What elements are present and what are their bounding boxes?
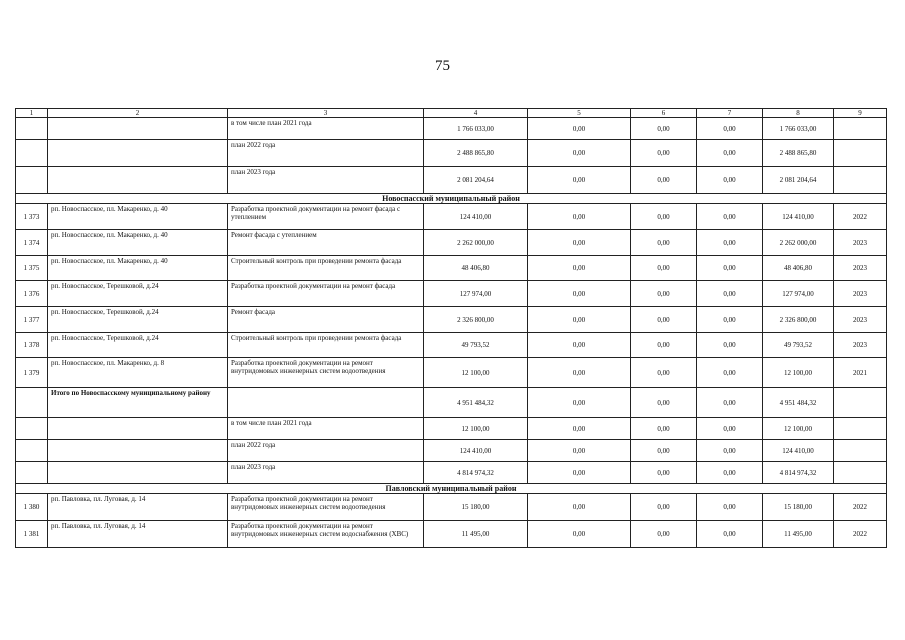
local-budget-cell: 0,00 [697, 118, 763, 140]
year-cell: 2022 [834, 204, 887, 230]
district-section-row [16, 484, 887, 494]
row-number: 1 376 [16, 281, 48, 307]
address-cell: рп. Павловка, пл. Луговая, д. 14 [48, 494, 228, 521]
total-cost-cell: 12 100,00 [424, 418, 528, 440]
row-number: 1 373 [16, 204, 48, 230]
owners-funds-cell: 2 326 800,00 [763, 307, 834, 333]
owners-funds-cell: 4 814 974,32 [763, 462, 834, 484]
fund-cell: 0,00 [528, 307, 631, 333]
region-budget-cell: 0,00 [631, 418, 697, 440]
table-row [16, 418, 887, 440]
table-row [16, 462, 887, 484]
work-type-cell: в том числе план 2021 года [228, 418, 424, 440]
region-budget-cell: 0,00 [631, 118, 697, 140]
row-number: 1 381 [16, 521, 48, 548]
district-title: Павловский муниципальный район [16, 484, 887, 494]
owners-funds-cell: 15 180,00 [763, 494, 834, 521]
fund-cell: 0,00 [528, 230, 631, 256]
table-row [16, 358, 887, 388]
table-row [16, 307, 887, 333]
year-cell: 2023 [834, 230, 887, 256]
region-budget-cell: 0,00 [631, 358, 697, 388]
address-cell [48, 418, 228, 440]
table-row [16, 521, 887, 548]
work-type-cell: план 2023 года [228, 462, 424, 484]
address-cell [48, 462, 228, 484]
owners-funds-cell: 48 406,80 [763, 256, 834, 281]
year-cell [834, 418, 887, 440]
row-number: 1 374 [16, 230, 48, 256]
row-number [16, 388, 48, 418]
table-row [16, 440, 887, 462]
fund-cell: 0,00 [528, 358, 631, 388]
work-type-cell: план 2022 года [228, 140, 424, 167]
table-row [16, 256, 887, 281]
repair-plan-table [15, 108, 887, 548]
year-cell [834, 462, 887, 484]
work-type-cell: Строительный контроль при проведении ремонта фасада [228, 333, 424, 358]
row-number: 1 377 [16, 307, 48, 333]
year-cell: 2023 [834, 256, 887, 281]
total-cost-cell: 48 406,80 [424, 256, 528, 281]
region-budget-cell: 0,00 [631, 440, 697, 462]
local-budget-cell: 0,00 [697, 230, 763, 256]
owners-funds-cell: 2 081 204,64 [763, 167, 834, 194]
local-budget-cell: 0,00 [697, 358, 763, 388]
local-budget-cell: 0,00 [697, 333, 763, 358]
year-cell: 2023 [834, 307, 887, 333]
address-cell: рп. Павловка, пл. Луговая, д. 14 [48, 521, 228, 548]
owners-funds-cell: 4 951 484,32 [763, 388, 834, 418]
region-budget-cell: 0,00 [631, 256, 697, 281]
work-type-cell: Ремонт фасада с утеплением [228, 230, 424, 256]
year-cell: 2022 [834, 494, 887, 521]
district-title: Новоспасский муниципальный район [16, 194, 887, 204]
work-type-cell [228, 388, 424, 418]
work-type-cell: Строительный контроль при проведении ремонта фасада [228, 256, 424, 281]
year-cell: 2022 [834, 521, 887, 548]
fund-cell: 0,00 [528, 204, 631, 230]
row-number: 1 380 [16, 494, 48, 521]
total-cost-cell: 2 326 800,00 [424, 307, 528, 333]
owners-funds-cell: 49 793,52 [763, 333, 834, 358]
work-type-cell: в том числе план 2021 года [228, 118, 424, 140]
total-cost-cell: 15 180,00 [424, 494, 528, 521]
fund-cell: 0,00 [528, 462, 631, 484]
work-type-cell: Разработка проектной документации на ремонт фасада [228, 281, 424, 307]
header-cell: 3 [228, 109, 424, 118]
local-budget-cell: 0,00 [697, 418, 763, 440]
local-budget-cell: 0,00 [697, 204, 763, 230]
header-cell: 2 [48, 109, 228, 118]
total-cost-cell: 127 974,00 [424, 281, 528, 307]
region-budget-cell: 0,00 [631, 333, 697, 358]
work-type-cell: Разработка проектной документации на ремонт фасада с утеплением [228, 204, 424, 230]
local-budget-cell: 0,00 [697, 256, 763, 281]
header-row [16, 109, 887, 118]
region-budget-cell: 0,00 [631, 494, 697, 521]
header-cell: 6 [631, 109, 697, 118]
row-number [16, 418, 48, 440]
table-row [16, 140, 887, 167]
local-budget-cell: 0,00 [697, 494, 763, 521]
year-cell: 2023 [834, 281, 887, 307]
owners-funds-cell: 2 262 000,00 [763, 230, 834, 256]
region-budget-cell: 0,00 [631, 462, 697, 484]
owners-funds-cell: 127 974,00 [763, 281, 834, 307]
header-cell: 8 [763, 109, 834, 118]
region-budget-cell: 0,00 [631, 140, 697, 167]
total-cost-cell: 4 814 974,32 [424, 462, 528, 484]
address-cell [48, 140, 228, 167]
owners-funds-cell: 124 410,00 [763, 204, 834, 230]
region-budget-cell: 0,00 [631, 307, 697, 333]
owners-funds-cell: 11 495,00 [763, 521, 834, 548]
year-cell [834, 388, 887, 418]
fund-cell: 0,00 [528, 440, 631, 462]
year-cell: 2023 [834, 333, 887, 358]
address-cell [48, 440, 228, 462]
table-row [16, 204, 887, 230]
row-number: 1 375 [16, 256, 48, 281]
local-budget-cell: 0,00 [697, 462, 763, 484]
region-budget-cell: 0,00 [631, 388, 697, 418]
year-cell [834, 140, 887, 167]
owners-funds-cell: 12 100,00 [763, 358, 834, 388]
total-cost-cell: 124 410,00 [424, 440, 528, 462]
total-cost-cell: 1 766 033,00 [424, 118, 528, 140]
total-cost-cell: 49 793,52 [424, 333, 528, 358]
address-cell [48, 167, 228, 194]
total-row [16, 388, 887, 418]
header-cell: 1 [16, 109, 48, 118]
year-cell [834, 167, 887, 194]
row-number [16, 462, 48, 484]
owners-funds-cell: 124 410,00 [763, 440, 834, 462]
address-cell: рп. Новоспасское, Терешковой, д.24 [48, 333, 228, 358]
year-cell [834, 440, 887, 462]
row-number: 1 379 [16, 358, 48, 388]
page-number: 75 [435, 58, 450, 74]
region-budget-cell: 0,00 [631, 281, 697, 307]
table-row [16, 333, 887, 358]
fund-cell: 0,00 [528, 140, 631, 167]
fund-cell: 0,00 [528, 388, 631, 418]
total-cost-cell: 2 488 865,80 [424, 140, 528, 167]
fund-cell: 0,00 [528, 418, 631, 440]
address-cell: рп. Новоспасское, пл. Макаренко, д. 8 [48, 358, 228, 388]
total-cost-cell: 124 410,00 [424, 204, 528, 230]
address-cell: рп. Новоспасское, Терешковой, д.24 [48, 281, 228, 307]
total-cost-cell: 2 081 204,64 [424, 167, 528, 194]
region-budget-cell: 0,00 [631, 521, 697, 548]
header-cell: 4 [424, 109, 528, 118]
work-type-cell: план 2023 года [228, 167, 424, 194]
region-budget-cell: 0,00 [631, 167, 697, 194]
fund-cell: 0,00 [528, 256, 631, 281]
work-type-cell: Разработка проектной документации на ремонт внутридомовых инженерных систем водоотведения [228, 358, 424, 388]
work-type-cell: Ремонт фасада [228, 307, 424, 333]
owners-funds-cell: 1 766 033,00 [763, 118, 834, 140]
table-row [16, 281, 887, 307]
row-number [16, 118, 48, 140]
row-number [16, 440, 48, 462]
local-budget-cell: 0,00 [697, 140, 763, 167]
fund-cell: 0,00 [528, 167, 631, 194]
work-type-cell: Разработка проектной документации на ремонт внутридомовых инженерных систем водоснабжения (ХВС) [228, 521, 424, 548]
local-budget-cell: 0,00 [697, 307, 763, 333]
total-cost-cell: 12 100,00 [424, 358, 528, 388]
total-cost-cell: 2 262 000,00 [424, 230, 528, 256]
header-cell: 5 [528, 109, 631, 118]
header-cell: 7 [697, 109, 763, 118]
region-budget-cell: 0,00 [631, 230, 697, 256]
region-budget-cell: 0,00 [631, 204, 697, 230]
year-cell: 2021 [834, 358, 887, 388]
fund-cell: 0,00 [528, 521, 631, 548]
row-number [16, 140, 48, 167]
local-budget-cell: 0,00 [697, 440, 763, 462]
address-cell [48, 118, 228, 140]
address-cell: Итого по Новоспасскому муниципальному району [48, 388, 228, 418]
row-number [16, 167, 48, 194]
local-budget-cell: 0,00 [697, 388, 763, 418]
address-cell: рп. Новоспасское, пл. Макаренко, д. 40 [48, 230, 228, 256]
work-type-cell: Разработка проектной документации на ремонт внутридомовых инженерных систем водоотведения [228, 494, 424, 521]
table-row [16, 230, 887, 256]
header-cell: 9 [834, 109, 887, 118]
work-type-cell: план 2022 года [228, 440, 424, 462]
address-cell: рп. Новоспасское, пл. Макаренко, д. 40 [48, 204, 228, 230]
table-row [16, 167, 887, 194]
fund-cell: 0,00 [528, 281, 631, 307]
fund-cell: 0,00 [528, 494, 631, 521]
total-cost-cell: 11 495,00 [424, 521, 528, 548]
year-cell [834, 118, 887, 140]
local-budget-cell: 0,00 [697, 281, 763, 307]
fund-cell: 0,00 [528, 118, 631, 140]
row-number: 1 378 [16, 333, 48, 358]
table-row [16, 118, 887, 140]
fund-cell: 0,00 [528, 333, 631, 358]
owners-funds-cell: 12 100,00 [763, 418, 834, 440]
address-cell: рп. Новоспасское, пл. Макаренко, д. 40 [48, 256, 228, 281]
total-cost-cell: 4 951 484,32 [424, 388, 528, 418]
table-row [16, 494, 887, 521]
local-budget-cell: 0,00 [697, 521, 763, 548]
district-section-row [16, 194, 887, 204]
address-cell: рп. Новоспасское, Терешковой, д.24 [48, 307, 228, 333]
owners-funds-cell: 2 488 865,80 [763, 140, 834, 167]
local-budget-cell: 0,00 [697, 167, 763, 194]
